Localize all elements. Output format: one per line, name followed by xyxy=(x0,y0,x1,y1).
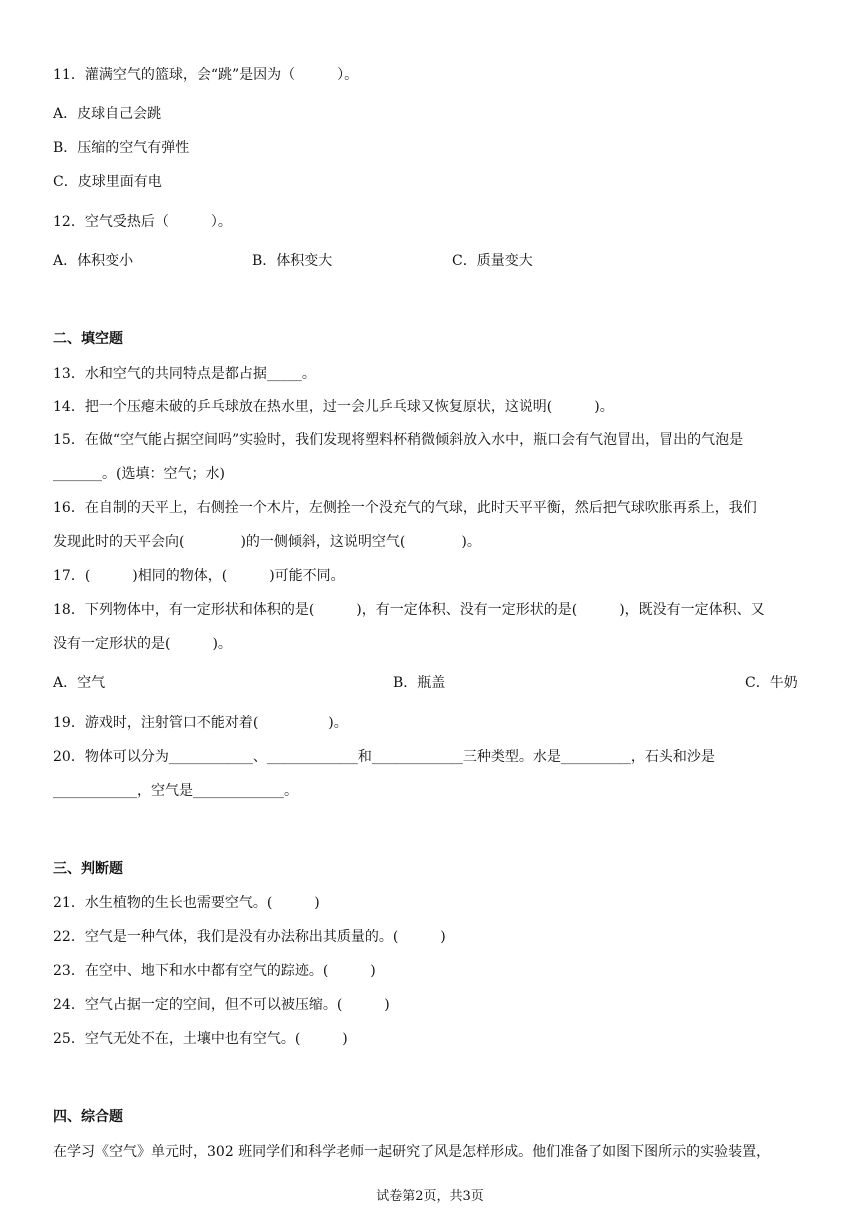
q18-option-b: B．瓶盖 xyxy=(393,675,446,691)
q18-line2: 没有一定形状的是( )。 xyxy=(53,636,232,652)
section-heading-fill-blank: 二、填空题 xyxy=(53,331,123,347)
q22: 22．空气是一种气体，我们是没有办法称出其质量的。( ) xyxy=(53,929,446,945)
section-heading-true-false: 三、判断题 xyxy=(53,861,123,877)
q12-option-b: B．体积变大 xyxy=(252,253,333,269)
q25: 25．空气无处不在，土壤中也有空气。( ) xyxy=(53,1031,348,1047)
q17: 17．( )相同的物体，( )可能不同。 xyxy=(53,568,345,584)
q12-option-c: C．质量变大 xyxy=(452,253,533,269)
q12-stem: 12．空气受热后（ ）。 xyxy=(53,214,232,230)
q19: 19．游戏时，注射管口不能对着( )。 xyxy=(53,715,348,731)
q11-option-a: A．皮球自己会跳 xyxy=(53,106,162,122)
page-footer: 试卷第2页，共3页 xyxy=(376,1189,484,1204)
q15-line2: _______。(选填：空气；水) xyxy=(53,466,225,482)
q16-line1: 16．在自制的天平上，右侧拴一个木片，左侧拴一个没充气的气球，此时天平平衡，然后把气球吹胀再系上，我们 xyxy=(53,500,757,516)
q20-line1: 20．物体可以分为____________、_____________和_____________三种类型。水是__________，石头和沙是 xyxy=(53,749,715,765)
q13: 13．水和空气的共同特点是都占据_____。 xyxy=(53,366,316,382)
section-heading-comprehensive: 四、综合题 xyxy=(53,1109,123,1125)
q18-option-c: C．牛奶 xyxy=(745,675,798,691)
q11-option-b: B．压缩的空气有弹性 xyxy=(53,140,190,156)
q24: 24．空气占据一定的空间，但不可以被压缩。( ) xyxy=(53,997,390,1013)
q18-line1: 18．下列物体中，有一定形状和体积的是( )，有一定体积、没有一定形状的是( )，既没有一定体积、又 xyxy=(53,602,765,618)
q11-option-c: C．皮球里面有电 xyxy=(53,174,162,190)
q26-intro: 在学习《空气》单元时，302 班同学们和科学老师一起研究了风是怎样形成。他们准备了如图下图所示的实验装置， xyxy=(53,1144,771,1160)
q14: 14．把一个压瘪未破的乒乓球放在热水里，过一会儿乒乓球又恢复原状，这说明( )。 xyxy=(53,399,614,415)
q11-stem: 11．灌满空气的篮球，会“跳”是因为（ ）。 xyxy=(53,67,359,83)
q21: 21．水生植物的生长也需要空气。( ) xyxy=(53,895,320,911)
q20-line2: ____________，空气是_____________。 xyxy=(53,783,298,799)
q15-line1: 15．在做“空气能占据空间吗”实验时，我们发现将塑料杯稍微倾斜放入水中，瓶口会有气泡冒出，冒出的气泡是 xyxy=(53,432,744,448)
q16-line2: 发现此时的天平会向( )的一侧倾斜，这说明空气( )。 xyxy=(53,534,481,550)
q23: 23．在空中、地下和水中都有空气的踪迹。( ) xyxy=(53,963,376,979)
q12-option-a: A．体积变小 xyxy=(53,253,134,269)
q18-option-a: A．空气 xyxy=(53,675,106,691)
